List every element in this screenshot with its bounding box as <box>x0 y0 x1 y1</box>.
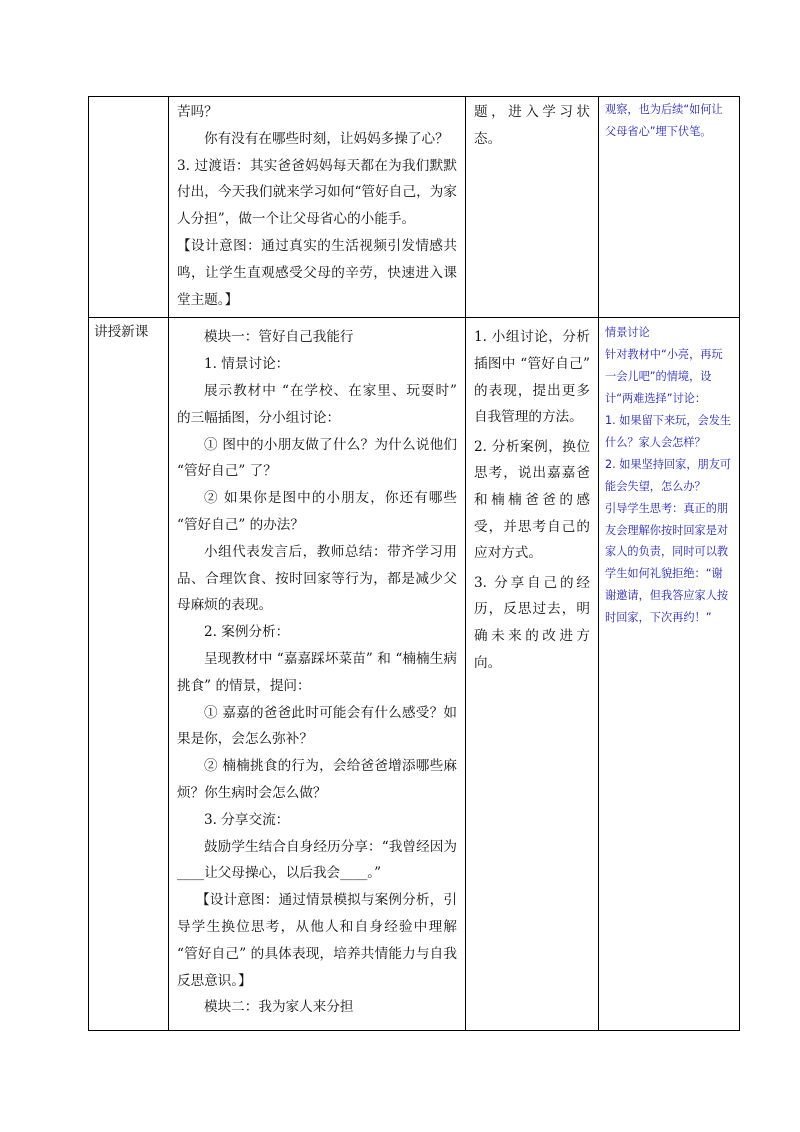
lesson-paragraph: ② 楠楠挑食的行为，会给爸爸增添哪些麻烦？你生病时会怎么做？ <box>177 758 457 801</box>
lesson-paragraph: ① 图中的小朋友做了什么？为什么说他们 “管好自己” 了？ <box>177 436 457 480</box>
lesson-paragraph: 展示教材中 “在学校、在家里、玩耍时” 的三幅插图，分小组讨论： <box>177 382 457 426</box>
activity-paragraph: 3. 分享自己的经历，反思过去，明确未来的改进方向。 <box>474 574 590 671</box>
activity-paragraph: 2. 分析案例，换位思考，说出嘉嘉爸和楠楠爸爸的感受，并思考自己的应对方式。 <box>474 438 590 562</box>
lesson-paragraph: 呈现教材中 “嘉嘉踩坏菜苗” 和 “楠楠生病挑食” 的情景，提问： <box>177 650 457 694</box>
intent-cell <box>599 97 740 318</box>
intent-paragraph: 针对教材中“小亮，再玩一会儿吧”的情境，设计“两难选择”讨论： <box>605 348 723 406</box>
module-heading: 模块二：我为家人来分担 <box>204 999 354 1016</box>
intent-paragraph: 观察，也为后续“如何让父母省心”埋下伏笔。 <box>605 103 723 138</box>
intent-paragraph: 引导学生思考：真正的朋友会理解你按时回家是对家人的负责，同时可以教学生如何礼貌拒绝：“谢谢邀请，但我答应家人按时回家，下次再约！” <box>605 501 729 625</box>
stage-cell <box>89 97 169 318</box>
lesson-paragraph: ② 如果你是图中的小朋友，你还有哪些 “管好自己” 的办法？ <box>177 490 457 533</box>
lesson-plan-table <box>88 96 740 1031</box>
stage-cell <box>89 318 169 1031</box>
intent-paragraph: 1. 如果留下来玩，会发生什么？家人会怎样？ <box>605 414 732 449</box>
table-row <box>89 97 740 318</box>
lesson-paragraph: 苦吗？ <box>177 104 218 120</box>
lesson-paragraph: 你有没有在哪些时刻，让妈妈多操了心？ <box>204 130 449 147</box>
module-heading: 模块一：管好自己我能行 <box>204 329 354 346</box>
lesson-cell <box>169 97 466 318</box>
lesson-paragraph: ① 嘉嘉的爸爸此时可能会有什么感受？如果是你，会怎么弥补？ <box>177 704 457 748</box>
lesson-paragraph: 小组代表发言后，教师总结：带齐学习用品、合理饮食、按时回家等行为，都是减少父母麻烦的表现。 <box>177 543 457 614</box>
section-heading: 1. 情景讨论： <box>204 356 290 373</box>
intent-heading: 情景讨论 <box>605 326 650 340</box>
lesson-paragraph: 3. 过渡语：其实爸爸妈妈每天都在为我们默默付出，今天我们就来学习如何“管好自己，为家人分担”，做一个让父母省心的小能手。 <box>177 157 457 228</box>
intent-cell <box>599 318 740 1031</box>
activity-cell <box>466 97 599 318</box>
activity-cell <box>466 318 599 1031</box>
stage-label: 讲授新课 <box>94 324 149 341</box>
design-intent-note: 【设计意图：通过情景模拟与案例分析，引导学生换位思考，从他人和自身经验中理解 “管好自己” 的具体表现，培养共情能力与自我反思意识。】 <box>177 892 457 989</box>
lesson-paragraph: 鼓励学生结合自身经历分享：“我曾经因为____让父母操心，以后我会____。” <box>177 838 457 882</box>
activity-paragraph: 题，进入学习状态。 <box>474 104 590 147</box>
lesson-cell <box>169 318 466 1031</box>
design-intent-note: 【设计意图：通过真实的生活视频引发情感共鸣，让学生直观感受父母的辛劳，快速进入课堂主题。】 <box>177 237 457 308</box>
activity-paragraph: 1. 小组讨论，分析插图中 “管好自己” 的表现，提出更多自我管理的方法。 <box>474 329 590 426</box>
intent-paragraph: 2. 如果坚持回家，朋友可能会失望，怎么办？ <box>605 457 732 493</box>
section-heading: 3. 分享交流： <box>204 811 290 828</box>
stage-label <box>89 97 168 99</box>
table-row <box>89 318 740 1031</box>
section-heading: 2. 案例分析： <box>204 624 290 641</box>
